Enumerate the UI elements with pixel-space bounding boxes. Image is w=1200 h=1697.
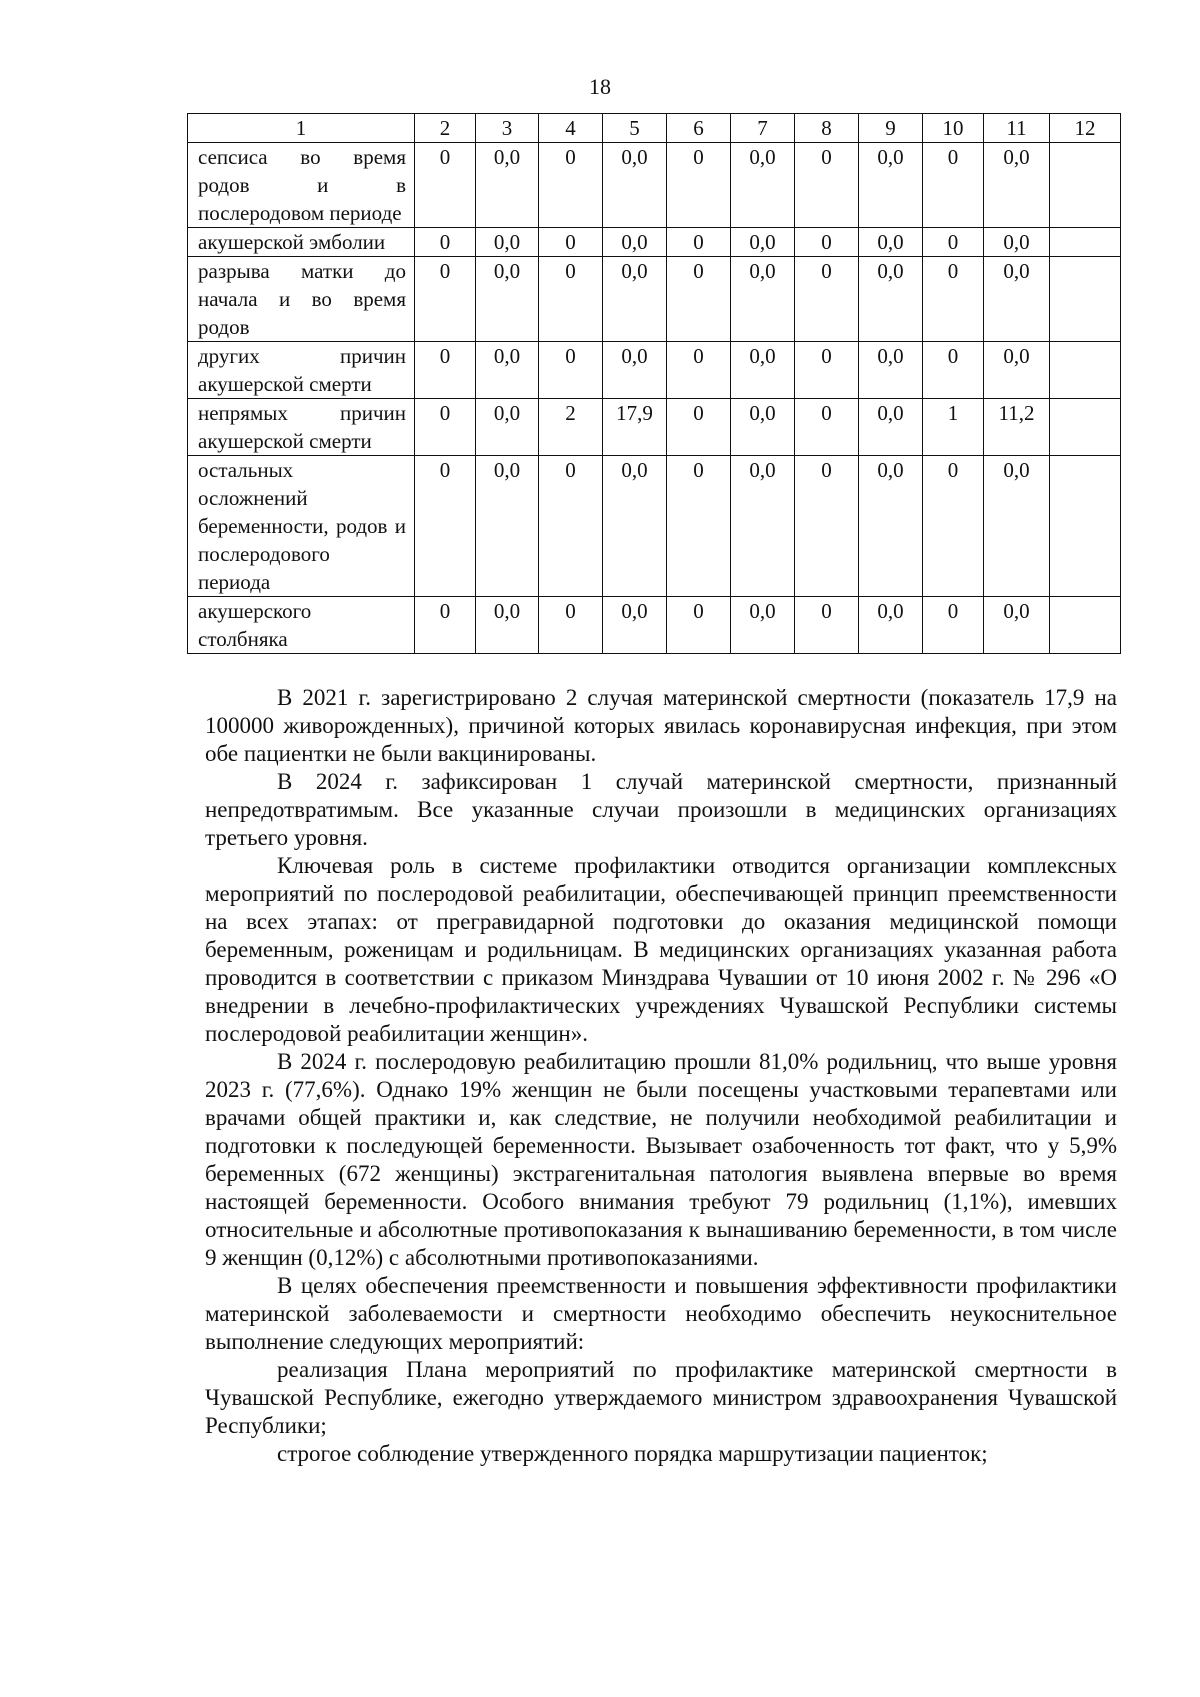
table-cell: 0,0 — [984, 143, 1050, 228]
table-cell: 0 — [415, 342, 476, 399]
table-cell: 0,0 — [731, 228, 795, 257]
table-header-row — [188, 114, 1121, 143]
table-cell — [1050, 143, 1121, 228]
row-label: непрямых причин акушерской смерти — [188, 399, 415, 456]
table-cell: 0 — [923, 597, 984, 654]
table-cell — [1050, 257, 1121, 342]
table-cell: 0,0 — [859, 456, 923, 597]
page-number: 18 — [589, 74, 611, 99]
table-cell: 0 — [667, 456, 731, 597]
table-cell: 0,0 — [603, 342, 667, 399]
column-header: 12 — [1050, 114, 1121, 143]
table-cell: 0,0 — [476, 597, 539, 654]
row-label: разрыва матки до начала и во время родов — [188, 257, 415, 342]
table-cell: 0 — [667, 399, 731, 456]
row-label: акушерского столбняка — [188, 597, 415, 654]
table-row — [188, 143, 1121, 228]
table-cell: 0,0 — [476, 342, 539, 399]
table-cell — [1050, 399, 1121, 456]
table-cell: 0 — [415, 228, 476, 257]
table-cell: 0 — [539, 597, 603, 654]
table-cell: 0 — [795, 257, 859, 342]
table-cell: 0 — [923, 228, 984, 257]
column-header: 11 — [984, 114, 1050, 143]
table-cell: 0 — [539, 228, 603, 257]
table-cell — [1050, 228, 1121, 257]
table-cell: 0 — [667, 143, 731, 228]
table-cell: 0,0 — [603, 228, 667, 257]
column-header: 9 — [859, 114, 923, 143]
paragraph: В целях обеспечения преемственности и повышения эффективности профилактики материнской заболеваемости и смертности необходимо обеспечить неукоснительное выполнение следующих мероприятий: — [205, 1273, 1117, 1354]
column-header: 3 — [476, 114, 539, 143]
column-header: 6 — [667, 114, 731, 143]
table-cell: 0 — [923, 456, 984, 597]
table-cell: 0,0 — [859, 257, 923, 342]
table-cell: 0,0 — [603, 143, 667, 228]
table-cell: 0 — [923, 143, 984, 228]
row-label: других причин акушерской смерти — [188, 342, 415, 399]
table-row — [188, 456, 1121, 597]
table-body — [188, 114, 1121, 654]
table-cell: 0,0 — [603, 257, 667, 342]
table-cell: 0,0 — [984, 228, 1050, 257]
table-cell: 0 — [795, 143, 859, 228]
table-cell — [1050, 342, 1121, 399]
table-cell: 0,0 — [859, 597, 923, 654]
table-cell: 0 — [667, 228, 731, 257]
table-cell: 0 — [539, 257, 603, 342]
table-cell: 0,0 — [859, 399, 923, 456]
column-header: 7 — [731, 114, 795, 143]
table-cell: 0,0 — [859, 342, 923, 399]
table-cell: 0,0 — [731, 257, 795, 342]
row-label: акушерской эмболии — [188, 228, 415, 257]
table-cell: 0 — [795, 456, 859, 597]
table-cell: 0,0 — [984, 342, 1050, 399]
table-cell: 0,0 — [984, 257, 1050, 342]
table-row — [188, 399, 1121, 456]
table-cell: 17,9 — [603, 399, 667, 456]
table-cell: 0,0 — [603, 597, 667, 654]
column-header: 8 — [795, 114, 859, 143]
table-cell: 0,0 — [603, 456, 667, 597]
table-cell: 0 — [415, 399, 476, 456]
table-cell: 0,0 — [476, 456, 539, 597]
row-label: остальных осложнений беременности, родов и послеродового периода — [188, 456, 415, 597]
table-cell: 0,0 — [731, 143, 795, 228]
table-cell: 0,0 — [476, 399, 539, 456]
body-text — [205, 684, 1117, 1468]
table-cell: 0 — [923, 257, 984, 342]
table-row — [188, 342, 1121, 399]
row-label: сепсиса во время родов и в послеродовом периоде — [188, 143, 415, 228]
paragraph: В 2024 г. послеродовую реабилитацию прошли 81,0% родильниц, что выше уровня 2023 г. (77,6%). Однако 19% женщин не были посещены участковыми терапевтами или врачами общей практики и, как следствие, не получили необходимой реабилитации и подготовки к последующей беременности. Вызывает озабоченность тот факт, что у 5,9% беременных (672 женщины) экстрагенитальная патология выявлена впервые во время настоящей беременности. Особого внимания требуют 79 родильниц (1,1%), имевших относительные и абсолютные противопоказания к вынашиванию беременности, в том числе 9 женщин (0,12%) с абсолютными противопоказаниями. — [205, 1049, 1117, 1270]
table-cell: 0,0 — [984, 456, 1050, 597]
column-header: 5 — [603, 114, 667, 143]
paragraph: В 2021 г. зарегистрировано 2 случая материнской смертности (показатель 17,9 на 100000 живорожденных), причиной которых явилась коронавирусная инфекция, при этом обе пациентки не были вакцинированы. — [205, 685, 1117, 766]
table-cell: 0 — [667, 342, 731, 399]
table-cell — [1050, 597, 1121, 654]
column-header: 2 — [415, 114, 476, 143]
table-row — [188, 228, 1121, 257]
table-row — [188, 257, 1121, 342]
table-cell: 0,0 — [476, 257, 539, 342]
table-cell: 0 — [667, 257, 731, 342]
table-cell: 0 — [795, 597, 859, 654]
table-cell: 0,0 — [984, 597, 1050, 654]
table-cell: 0 — [795, 399, 859, 456]
table-cell: 0,0 — [476, 143, 539, 228]
table-cell: 0 — [415, 456, 476, 597]
column-header: 1 — [188, 114, 415, 143]
table-cell: 0 — [415, 257, 476, 342]
table-cell — [1050, 456, 1121, 597]
paragraph: Ключевая роль в системе профилактики отводится организации комплексных мероприятий по послеродовой реабилитации, обеспечивающей принцип преемственности на всех этапах: от прегравидарной подготовки до оказания медицинской помощи беременным, роженицам и родильницам. В медицинских организациях указанная работа проводится в соответствии с приказом Минздрава Чувашии от 10 июня 2002 г. № 296 «О внедрении в лечебно-профилактических учреждениях Чувашской Республики системы послеродовой реабилитации женщин». — [205, 853, 1117, 1046]
table-cell: 0 — [415, 597, 476, 654]
paragraph: строгое соблюдение утвержденного порядка маршрутизации пациенток; — [277, 1441, 988, 1466]
table-cell: 0 — [923, 342, 984, 399]
column-header: 4 — [539, 114, 603, 143]
table-cell: 0,0 — [731, 597, 795, 654]
table-cell: 0,0 — [859, 228, 923, 257]
table-cell: 2 — [539, 399, 603, 456]
paragraph: реализация Плана мероприятий по профилактике материнской смертности в Чувашской Республике, ежегодно утверждаемого министром здравоохранения Чувашской Республики; — [205, 1357, 1117, 1438]
table-cell: 0,0 — [731, 456, 795, 597]
table-cell: 0,0 — [731, 399, 795, 456]
table-cell: 0 — [795, 342, 859, 399]
table-cell: 0 — [415, 143, 476, 228]
table-cell: 0 — [795, 228, 859, 257]
column-header: 10 — [923, 114, 984, 143]
table-cell: 0,0 — [731, 342, 795, 399]
table-cell: 0,0 — [476, 228, 539, 257]
table-cell: 0 — [539, 456, 603, 597]
paragraph: В 2024 г. зафиксирован 1 случай материнской смертности, признанный непредотвратимым. Все указанные случаи произошли в медицинских организациях третьего уровня. — [205, 769, 1117, 850]
table-cell: 0 — [667, 597, 731, 654]
table-row — [188, 597, 1121, 654]
table-cell: 0 — [539, 143, 603, 228]
table-cell: 1 — [923, 399, 984, 456]
table-cell: 11,2 — [984, 399, 1050, 456]
maternal-mortality-table — [187, 113, 1121, 654]
table-cell: 0 — [539, 342, 603, 399]
table-cell: 0,0 — [859, 143, 923, 228]
